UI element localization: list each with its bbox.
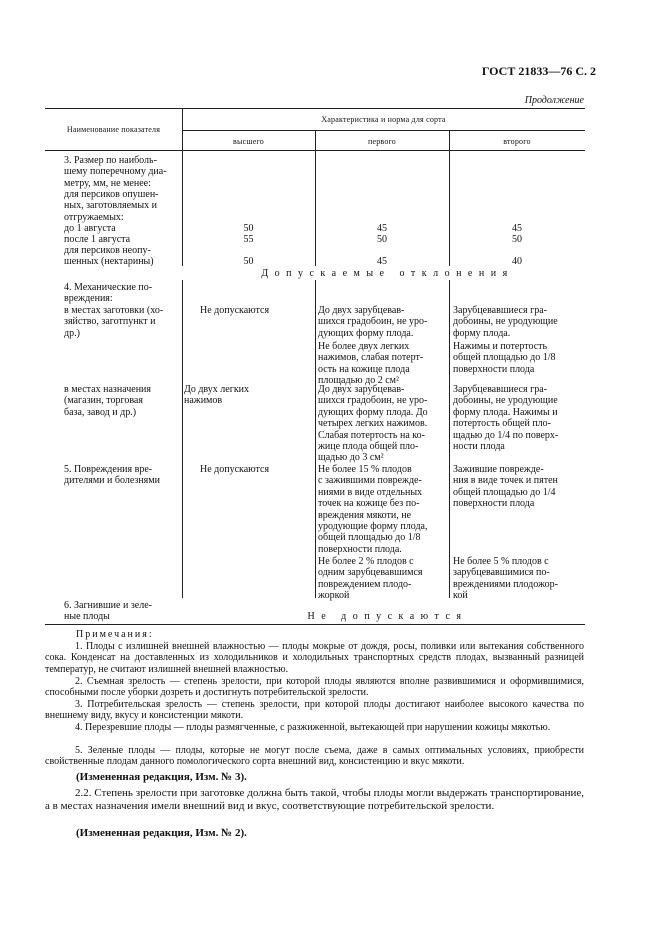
col-divider-2b	[315, 280, 316, 598]
row6-value: Не допускаются	[307, 611, 468, 622]
row3-val-second-after: 50	[512, 234, 522, 245]
continuation-label: Продолжение	[524, 95, 584, 106]
row3-sub1b: после 1 августа	[64, 234, 131, 245]
row5-second-b: Не более 5 % плодов с зарубцевавшимися по- вреждениями плодожор- кой	[453, 556, 558, 602]
row3-val-first-before: 45	[377, 223, 387, 234]
page-header: ГОСТ 21833—76 С. 2	[481, 64, 596, 78]
table-top-border	[45, 108, 585, 109]
col-divider-3b	[449, 280, 450, 598]
note-4: 4. Перезревшие плоды — плоды размягченные, с разжиженной, вытекающей при нарушении кожицы мякотью.	[75, 722, 551, 733]
col-group-header: Характеристика и норма для сорта	[321, 115, 446, 124]
row3-val-highest-nectarine: 50	[243, 256, 254, 267]
row3-val-highest-after: 55	[243, 234, 254, 245]
row4-dest-second: Зарубцевавшиеся гра- добоины, не уродующие форму плода. Нажимы и потертость общей пло- щадью до 1/4 по поверх- ности плода	[453, 384, 559, 453]
notes-title: Примечания:	[76, 629, 154, 640]
row5-first-a: Не более 15 % плодов с зажившими поврежде- ниями в виде отдельных точек на кожице без по- вреждения мякоти, не уродующие форму плода, общей площадью до 1/8 поверхности плода.	[318, 464, 428, 555]
table-bottom-border	[45, 624, 585, 625]
note-2: 2. Съемная зрелость — степень зрелости, при которой плоды являются вполне развившимися и оформившимися, способными после уборки дозреть и достигнуть потребительской зрелости.	[45, 676, 584, 699]
note-1: 1. Плоды с излишней внешней влажностью — плоды мокрые от дождя, росы, поливки или вытекания собственного сока. Конденсат на доставленных из холодильников и холодильных транспортных средств плодах, вызванный разницей температур, не считают излишней внешней влажностью.	[45, 641, 584, 675]
row4-procure-first-a: До двух зарубцевав- шихся градобоин, не уро- дующих форму плода.	[318, 305, 428, 339]
col-divider-3a	[449, 130, 450, 266]
row3-sub1a: до 1 августа	[64, 223, 116, 234]
edit-note-3: (Измененная редакция, Изм. № 3).	[76, 771, 247, 783]
col-divider-1b	[182, 280, 183, 598]
row4-sub-procure: в местах заготовки (хо- зяйство, заготпункт и др.)	[64, 305, 164, 339]
note-3: 3. Потребительская зрелость — степень зрелости, при которой плоды достигают наиболее высокого качества по внешнему виду, вкусу и консистенции мякоти.	[45, 699, 584, 722]
grade-first: первого	[367, 137, 397, 146]
row4-name: 4. Механические по- вреждения:	[64, 282, 153, 305]
row3-val-first-after: 50	[377, 234, 387, 245]
row3-val-second-before: 45	[512, 223, 522, 234]
col-name-header: Наименование показателя	[66, 125, 161, 134]
paragraph-2-2: 2.2. Степень зрелости при заготовке должна быть такой, чтобы плоды могли выдержать транспортирование, а в местах назначения имели внешний вид и вкус, соответствующие потребительской зрелости.	[45, 787, 584, 812]
grade-second: второго	[503, 137, 531, 146]
row5-highest: Не допускаются	[200, 464, 270, 475]
row5-second-a: Зажившие поврежде- ния в виде точек и пятен общей площадью до 1/4 поверхности плода	[453, 464, 558, 510]
row3-sub1: для персиков опушен- ных, заготовляемых и отгружаемых:	[64, 189, 159, 223]
row3-name: 3. Размер по наиболь- шему поперечному диа- метру, мм, не менее:	[64, 155, 167, 189]
row5-first-b: Не более 2 % плодов с одним зарубцевавшимся повреждением плодо- жоркой	[318, 556, 423, 602]
tolerances-label: Допускаемые отклонения	[261, 268, 514, 279]
note-5: 5. Зеленые плоды — плоды, которые не могут после съема, даже в самых оптимальных условиях, приобрести свойственные плодам данного помологического сорта внешний вид, консистенцию и вкус мякоти.	[45, 745, 584, 768]
row4-dest-first: До двух зарубцевав- шихся градобоин, не уро- дующих форму плода. До четырех легких нажимов. Слабая потертость на ко- жице плода общей пло- щадью до 3 см²	[318, 384, 428, 464]
row6-name: 6. Загнившие и зеле- ные плоды	[64, 600, 152, 623]
col-divider-2a	[315, 130, 316, 266]
header-mid-border	[182, 130, 585, 131]
row3-val-highest-before: 50	[243, 223, 254, 234]
row4-sub-dest: в местах назначения (магазин, торговая база, завод и др.)	[64, 384, 152, 418]
row5-name: 5. Повреждения вре- дителями и болезнями	[64, 464, 160, 487]
row4-procure-first-b: Не более двух легких нажимов, слабая потерт- ость на кожице плода площадью до 2 см²	[318, 341, 424, 387]
edit-note-2: (Измененная редакция, Изм. № 2).	[76, 827, 247, 839]
row3-val-second-nectarine: 40	[512, 256, 522, 267]
row4-dest-highest: До двух легких нажимов	[184, 384, 250, 407]
row3-sub2: для персиков неопу- шенных (нектарины)	[64, 245, 154, 268]
row4-procure-highest: Не допускаются	[200, 305, 270, 316]
row4-procure-second-b: Нажимы и потертость общей площадью до 1/8 поверхности плода	[453, 341, 556, 375]
row3-val-first-nectarine: 45	[377, 256, 387, 267]
row4-procure-second-a: Зарубцевавшиеся гра- добоины, не уродующие форму плода.	[453, 305, 558, 339]
grade-highest: высшего	[233, 137, 264, 146]
